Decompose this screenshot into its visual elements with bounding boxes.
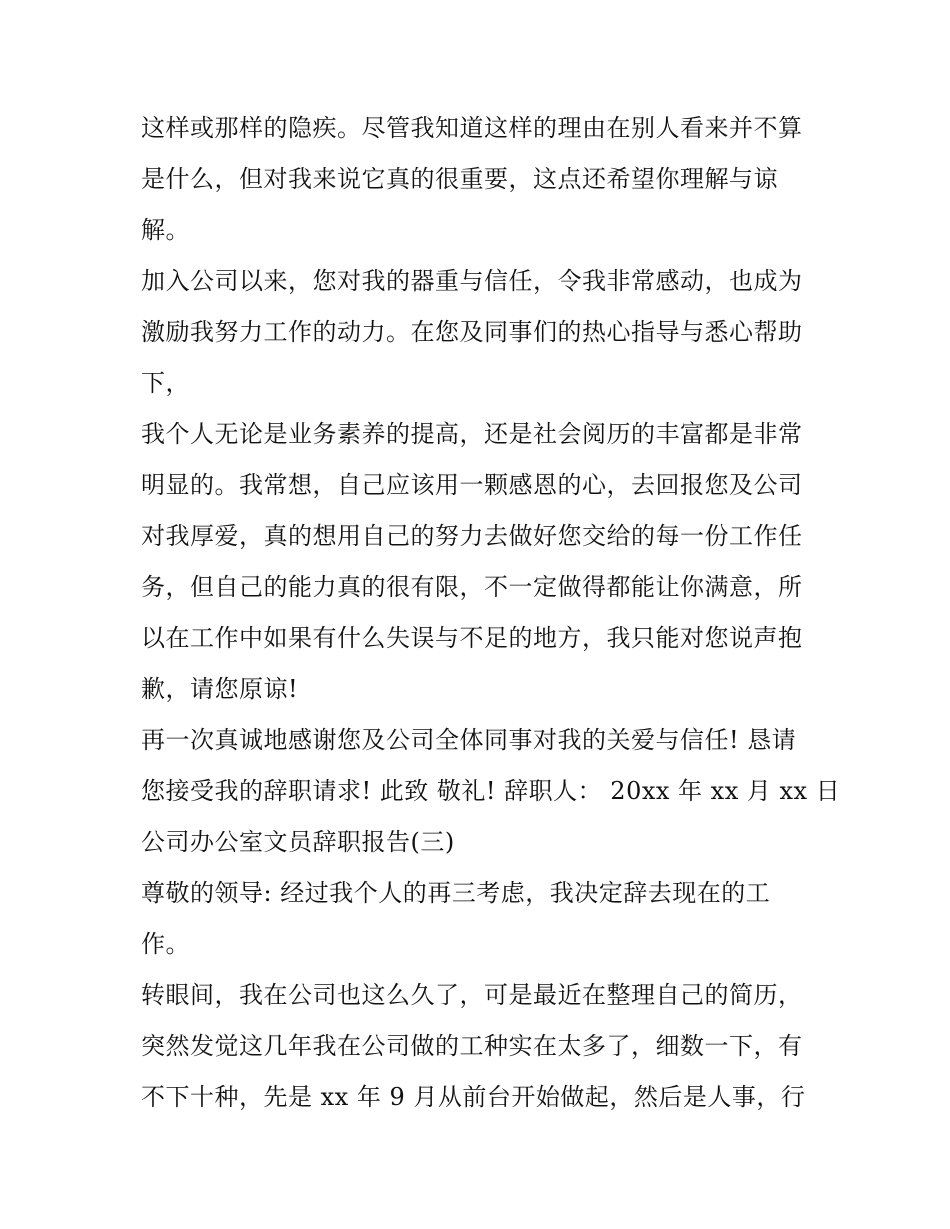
text-line: 歉，请您原谅!: [141, 675, 299, 703]
text-line: 对我厚爱，真的想用自己的努力去做好您交给的每一份工作任: [141, 522, 803, 550]
text-line: 以在工作中如果有什么失误与不足的地方，我只能对您说声抱: [141, 624, 803, 652]
text-line: 下，: [141, 369, 190, 397]
text-line: 突然发觉这几年我在公司做的工种实在太多了，细数一下，有: [141, 1032, 803, 1060]
text-line: 务，但自己的能力真的很有限，不一定做得都能让你满意，所: [141, 573, 803, 601]
text-line: 作。: [141, 930, 190, 958]
text-line: 尊敬的领导: 经过我个人的再三考虑，我决定辞去现在的工: [141, 879, 771, 907]
text-line: 激励我努力工作的动力。在您及同事们的热心指导与悉心帮助: [141, 318, 803, 346]
text-line: 这样或那样的隐疾。尽管我知道这样的理由在别人看来并不算: [141, 114, 803, 142]
text-line: 再一次真诚地感谢您及公司全体同事对我的关爱与信任! 恳请: [141, 726, 797, 754]
text-line: 加入公司以来，您对我的器重与信任，令我非常感动，也成为: [141, 267, 803, 295]
document-body: [141, 103, 841, 1123]
text-line: 是什么，但对我来说它真的很重要，这点还希望你理解与谅: [141, 165, 778, 193]
text-line: 您接受我的辞职请求! 此致 敬礼! 辞职人： 20xx 年 xx 月 xx 日: [141, 777, 841, 805]
text-line: 明显的。我常想，自己应该用一颗感恩的心，去回报您及公司: [141, 471, 803, 499]
text-line: 不下十种，先是 xx 年 9 月从前台开始做起，然后是人事，行: [141, 1083, 806, 1111]
text-line: 我个人无论是业务素养的提高，还是社会阅历的丰富都是非常: [141, 420, 803, 448]
section-heading: 公司办公室文员辞职报告(三): [141, 828, 455, 856]
text-line: 转眼间，我在公司也这么久了，可是最近在整理自己的简历，: [141, 981, 803, 1009]
text-line: 解。: [141, 216, 190, 244]
